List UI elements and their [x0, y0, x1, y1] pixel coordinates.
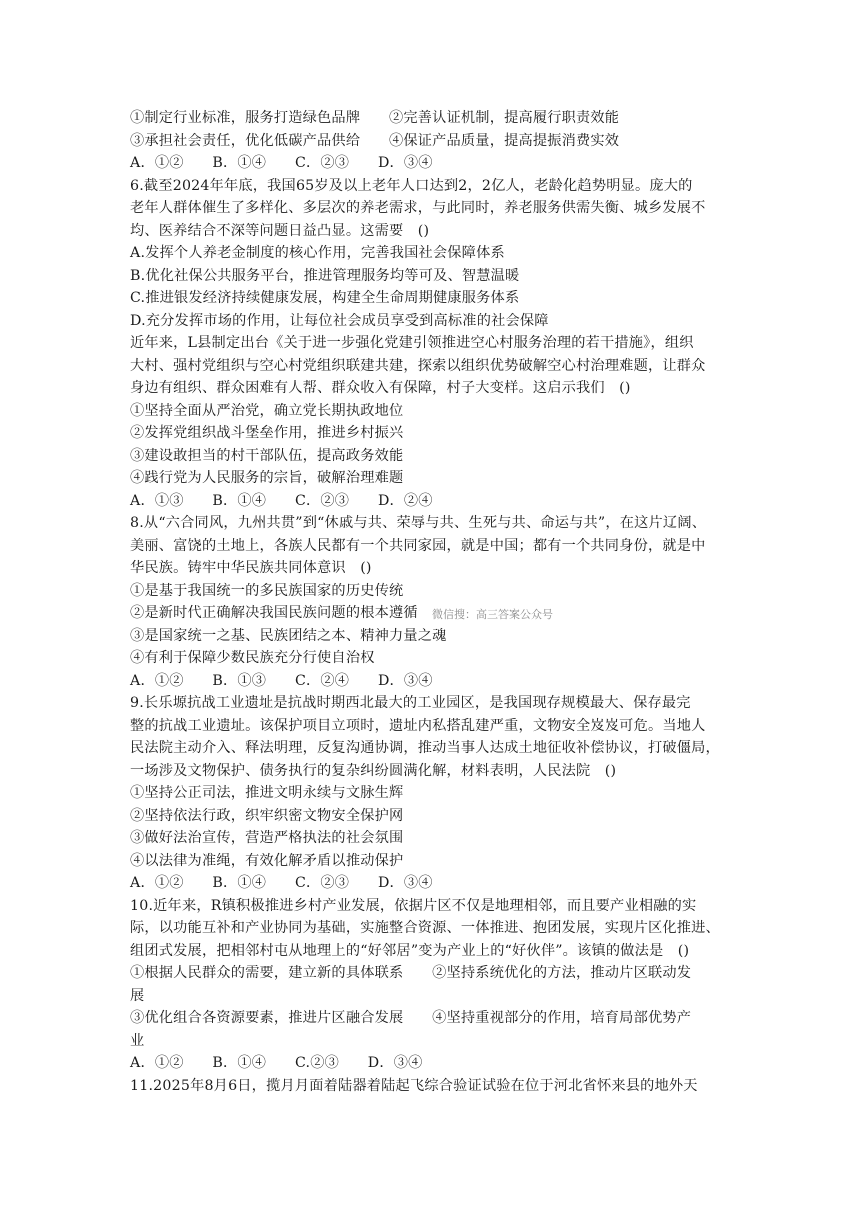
- text-line: ③建设敢担当的村干部队伍，提高政务效能: [130, 447, 404, 464]
- text-line: ④有利于保障少数民族充分行使自治权: [130, 650, 375, 666]
- text-line: 民法院主动介入、释法明理，反复沟通协调，推动当事人达成土地征收补偿协议，打破僵局，: [130, 740, 720, 756]
- text-line: B.优化社保公共服务平台，推进管理服务均等可及、智慧温暖: [130, 267, 520, 284]
- text-line: 6.截至2024年年底，我国65岁及以上老年人口达到2，2亿人，老龄化趋势明显。庞大的: [130, 177, 693, 194]
- text-line: 身边有组织、群众困难有人帮、群众收入有保障，村子大变样。这启示我们 (): [130, 380, 631, 396]
- text-line: C.推进银发经济持续健康发展，构建全生命周期健康服务体系: [130, 290, 520, 306]
- text-line: 10.近年来，R镇积极推进乡村产业发展，依据片区不仅是地理相邻，而且要产业相融的实: [130, 897, 697, 914]
- text-line: ②是新时代正确解决我国民族问题的根本遵循: [130, 605, 418, 621]
- text-line: 老年人群体催生了多样化、多层次的养老需求，与此同时，养老服务供需失衡、城乡发展不: [130, 200, 706, 216]
- text-line: 际，以功能互补和产业协同为基础，实施整合资源、一体推进、抱团发展，实现片区化推进、: [130, 920, 720, 936]
- text-line: ③是国家统一之基、民族团结之本、精神力量之魂: [130, 627, 447, 644]
- text-line: A．①② B．①④ C．②③ D．③④: [130, 155, 433, 171]
- text-line: 组团式发展，把相邻村屯从地理上的“好邻居”变为产业上的“好伙伴”。该镇的做法是 (): [130, 942, 690, 959]
- text-line: 大村、强村党组织与空心村党组织联建共建，探索以组织优势破解空心村治理难题，让群众: [130, 357, 706, 374]
- text-line: 11.2025年8月6日，揽月月面着陆器着陆起飞综合验证试验在位于河北省怀来县的地外天: [130, 1077, 698, 1094]
- text-line: 一场涉及文物保护、债务执行的复杂纠纷圆满化解，材料表明，人民法院 (): [130, 762, 617, 779]
- text-line: ②发挥党组织战斗堡垒作用，推进乡村振兴: [130, 425, 404, 441]
- text-line: 8.从“六合同风，九州共贯”到“休戚与共、荣辱与共、生死与共、命运与共”，在这片辽阔、: [130, 515, 707, 531]
- text-line: D.充分发挥市场的作用，让每位社会成员享受到高标准的社会保障: [130, 312, 549, 329]
- text-line: ④以法律为准绳，有效化解矛盾以推动保护: [130, 852, 404, 869]
- text-line: ①制定行业标准，服务打造绿色品牌 ②完善认证机制，提高履行职责效能: [130, 110, 620, 126]
- text-line: ①根据人民群众的需要，建立新的具体联系 ②坚持系统优化的方法，推动片区联动发: [130, 965, 692, 981]
- text-line: ①坚持全面从严治党，确立党长期执政地位: [130, 402, 404, 419]
- text-line: A．①② B．①④ C．②③ D．③④: [130, 875, 433, 891]
- text-line: A．①③ B．①④ C．②③ D．②④: [130, 492, 433, 509]
- text-line: 业: [130, 1032, 145, 1049]
- text-line: ②坚持依法行政，织牢织密文物安全保护网: [130, 807, 404, 824]
- text-line: 美丽、富饶的土地上，各族人民都有一个共同家园，就是中国；都有一个共同身份，就是中: [130, 537, 706, 554]
- text-line: ①是基于我国统一的多民族国家的历史传统: [130, 582, 404, 599]
- text-line: ③做好法治宣传，营造严格执法的社会氛围: [130, 830, 404, 846]
- text-line: ③优化组合各资源要素，推进片区融合发展 ④坚持重视部分的作用，培育局部优势产: [130, 1010, 692, 1026]
- text-line: 近年来，L县制定出台《关于进一步强化党建引领推进空心村服务治理的若干措施》，组织: [130, 335, 694, 351]
- watermark: 微信搜：高三答案公众号: [432, 608, 553, 621]
- text-line: ③承担社会责任，优化低碳产品供给 ④保证产品质量，提高提振消费实效: [130, 132, 620, 149]
- text-line: A．①② B．①④ C.②③ D．③④: [130, 1055, 423, 1071]
- text-line: 9.长乐塬抗战工业遗址是抗战时期西北最大的工业园区，是我国现存规模最大、保存最完: [130, 695, 691, 711]
- text-line: A.发挥个人养老金制度的核心作用，完善我国社会保障体系: [130, 245, 505, 261]
- text-line: 整的抗战工业遗址。该保护项目立项时，遗址内私搭乱建严重，文物安全岌岌可危。当地人: [130, 717, 706, 734]
- text-line: 展: [130, 987, 145, 1004]
- text-line: 均、医养结合不深等问题日益凸显。这需要 (): [130, 222, 430, 239]
- text-line: ①坚持公正司法，推进文明永续与文脉生辉: [130, 785, 404, 801]
- text-line: A．①② B．①③ C．②④ D．③④: [130, 672, 433, 689]
- text-line: 华民族。铸牢中华民族共同体意识 (): [130, 560, 372, 576]
- text-line: ④践行党为人民服务的宗旨，破解治理难题: [130, 470, 404, 486]
